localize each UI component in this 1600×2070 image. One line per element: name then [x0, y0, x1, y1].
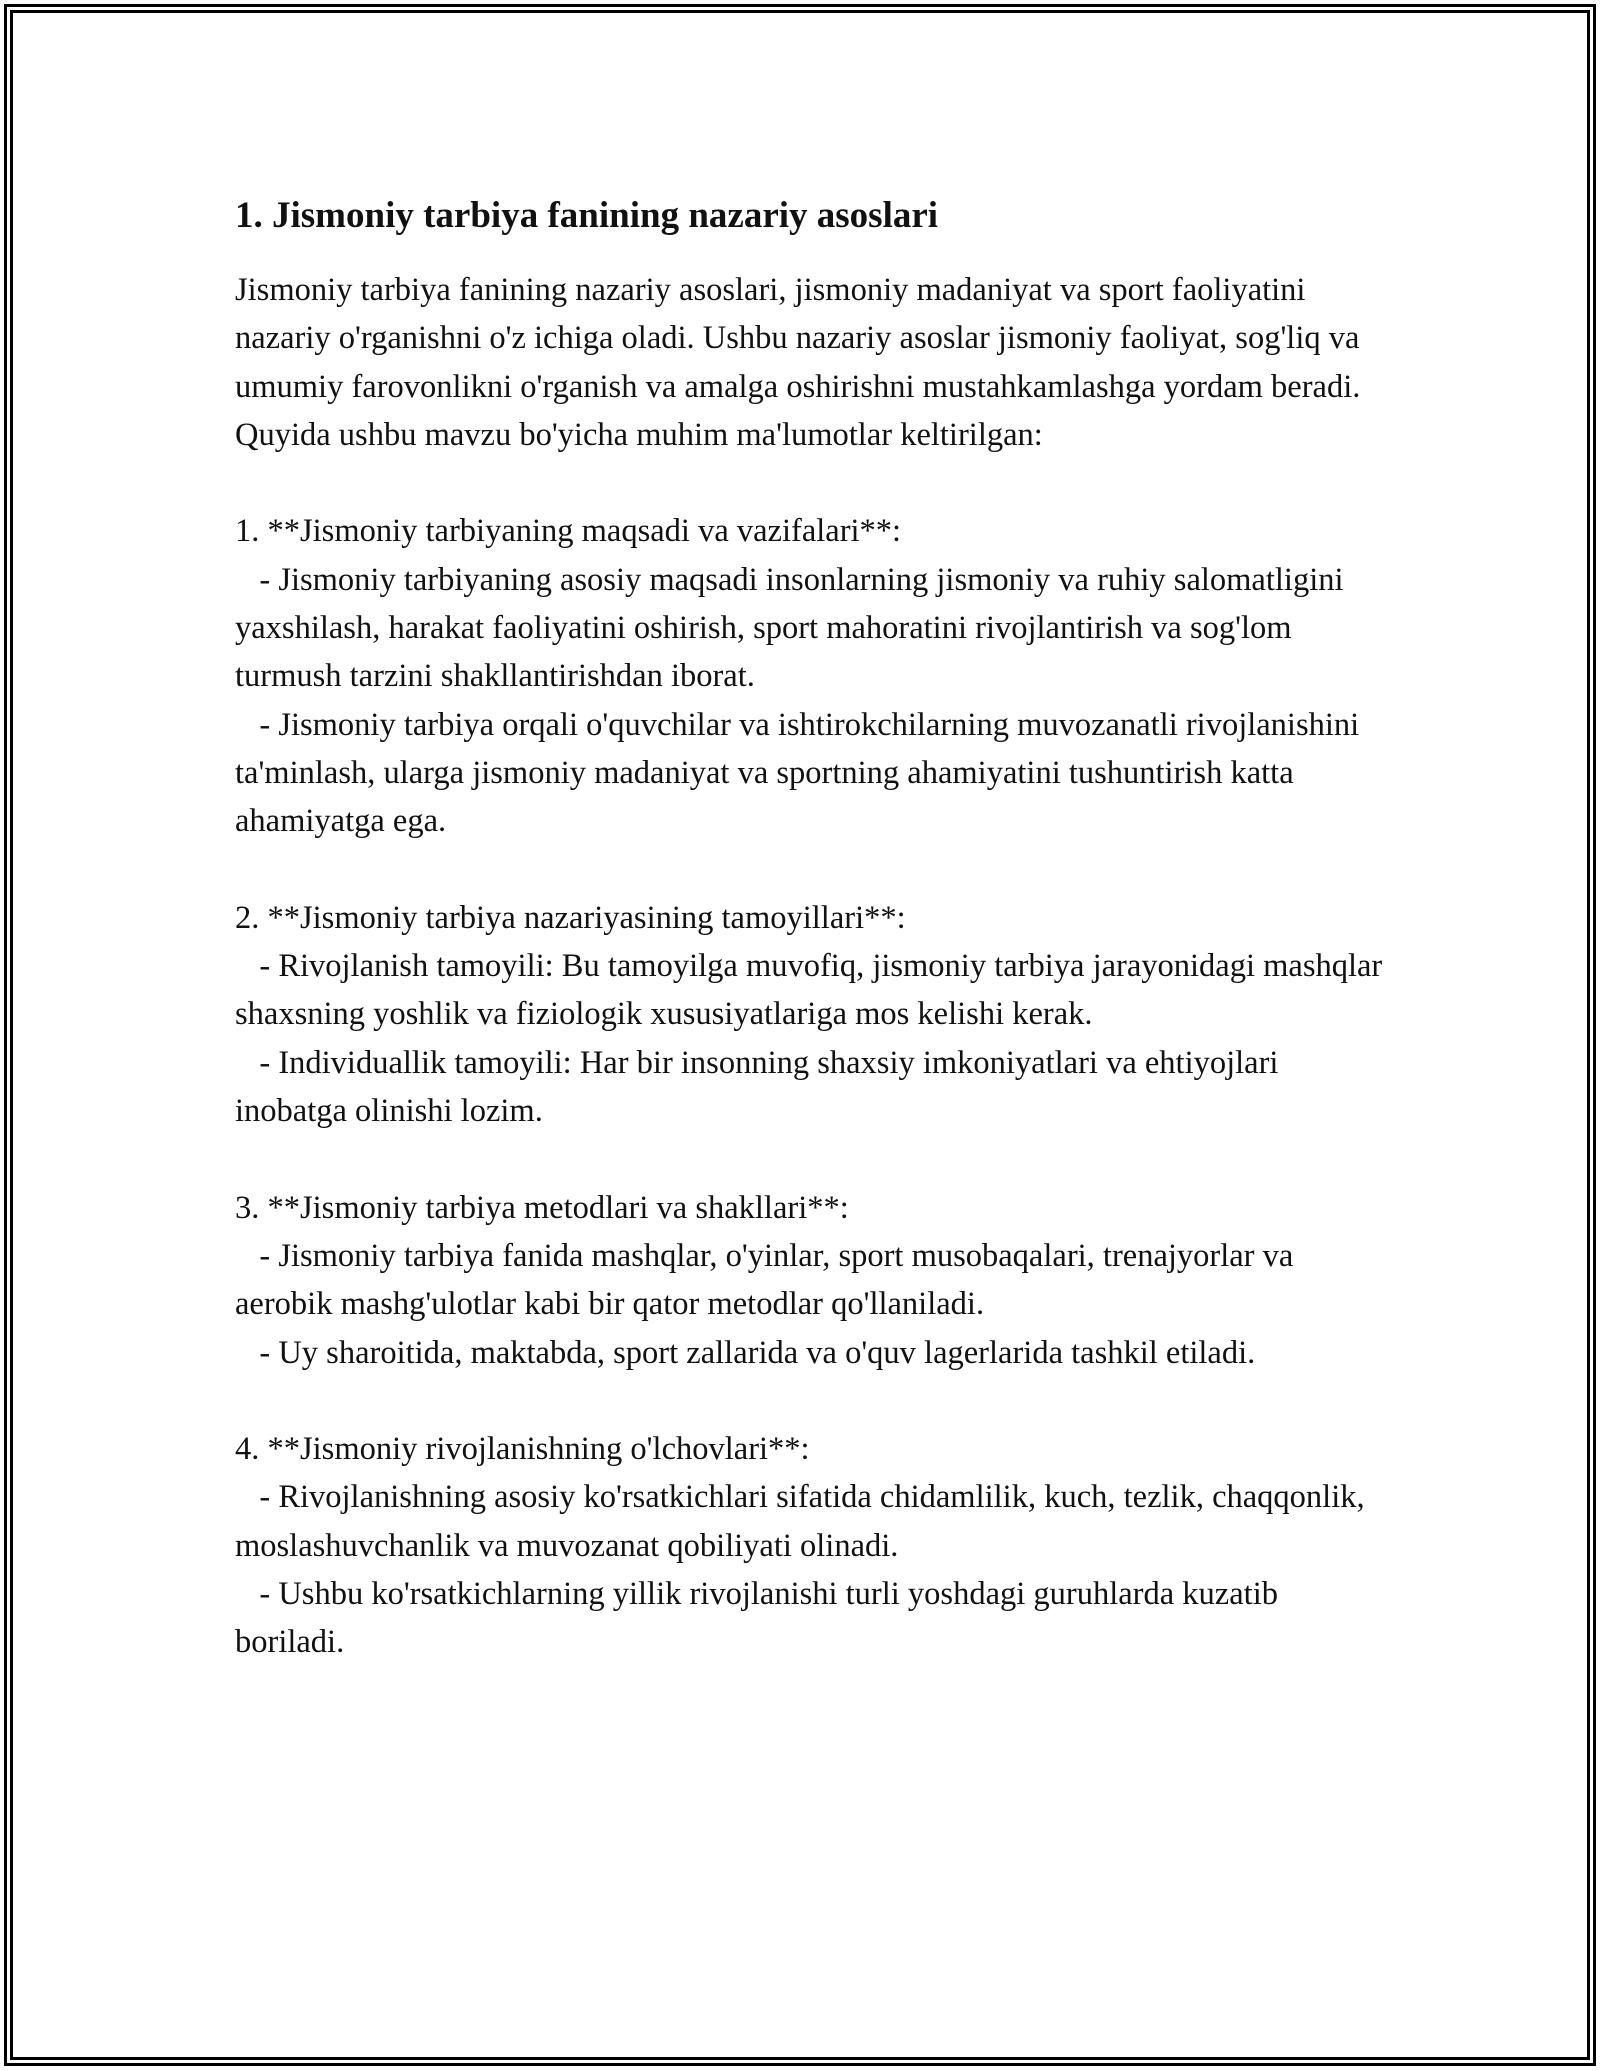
paragraph-gap [235, 1377, 1385, 1425]
section-heading: 3. **Jismoniy tarbiya metodlari va shakllari**: [235, 1189, 849, 1226]
document-title: 1. Jismoniy tarbiya fanining nazariy asoslari [235, 195, 939, 236]
section-item: - Jismoniy tarbiyaning asosiy maqsadi insonlarning jismoniy va ruhiy salomatligini yaxshilash, harakat faoliyatini oshirish, sport mahoratini rivojlantirish va sog'lom turmush tarzini shakllantirishdan iborat. [235, 561, 1352, 695]
section-item: - Ushbu ko'rsatkichlarning yillik rivojlanishi turli yoshdagi guruhlarda kuzatib boriladi. [235, 1576, 1287, 1661]
section-item: - Individuallik tamoyili: Har bir insonning shaxsiy imkoniyatlari va ehtiyojlari inobatga olinishi lozim. [235, 1044, 1287, 1130]
intro-paragraph: Jismoniy tarbiya fanining nazariy asoslari, jismoniy madaniyat va sport faoliyatini nazariy o'rganishni o'z ichiga oladi. Ushbu nazariy asoslar jismoniy faoliyat, sog'liq va umumiy farovonlikni o'rganish va amalga oshirishni mustahkamlashga yordam beradi. Quyida ushbu mavzu bo'yicha muhim ma'lumotlar keltirilgan: [235, 272, 1369, 453]
section-heading: 1. **Jismoniy tarbiyaning maqsadi va vazifalari**: [235, 513, 902, 550]
section-1 [235, 507, 1385, 845]
paragraph-gap [235, 1135, 1385, 1183]
section-3 [235, 1184, 1385, 1377]
section-heading: 4. **Jismoniy rivojlanishning o'lchovlari**: [235, 1431, 810, 1468]
paragraph-gap [235, 846, 1385, 894]
paragraph-gap [235, 459, 1385, 507]
section-item: - Rivojlanishning asosiy ko'rsatkichlari sifatida chidamlilik, kuch, tezlik, chaqqonlik, moslashuvchanlik va muvozanat qobiliyati olinadi. [235, 1479, 1373, 1564]
section-2 [235, 894, 1391, 1135]
section-item: - Jismoniy tarbiya fanida mashqlar, o'yinlar, sport musobaqalari, trenajyorlar va aerobik mashg'ulotlar kabi bir qator metodlar qo'llaniladi. [235, 1237, 1302, 1323]
section-item: - Rivojlanish tamoyili: Bu tamoyilga muvofiq, jismoniy tarbiya jarayonidagi mashqlar shaxsning yoshlik va fiziologik xususiyatlariga mos kelishi kerak. [235, 948, 1391, 1033]
section-item: - Uy sharoitida, maktabda, sport zallarida va o'quv lagerlarida tashkil etiladi. [235, 1334, 1256, 1371]
section-heading: 2. **Jismoniy tarbiya nazariyasining tamoyillari**: [235, 899, 906, 936]
section-item: - Jismoniy tarbiya orqali o'quvchilar va ishtirokchilarning muvozanatli rivojlanishini ta'minlash, ularga jismoniy madaniyat va sportning ahamiyatini tushuntirish katta ahamiyatga ega. [235, 706, 1368, 840]
document-body [235, 188, 1391, 1667]
section-4 [235, 1425, 1385, 1666]
